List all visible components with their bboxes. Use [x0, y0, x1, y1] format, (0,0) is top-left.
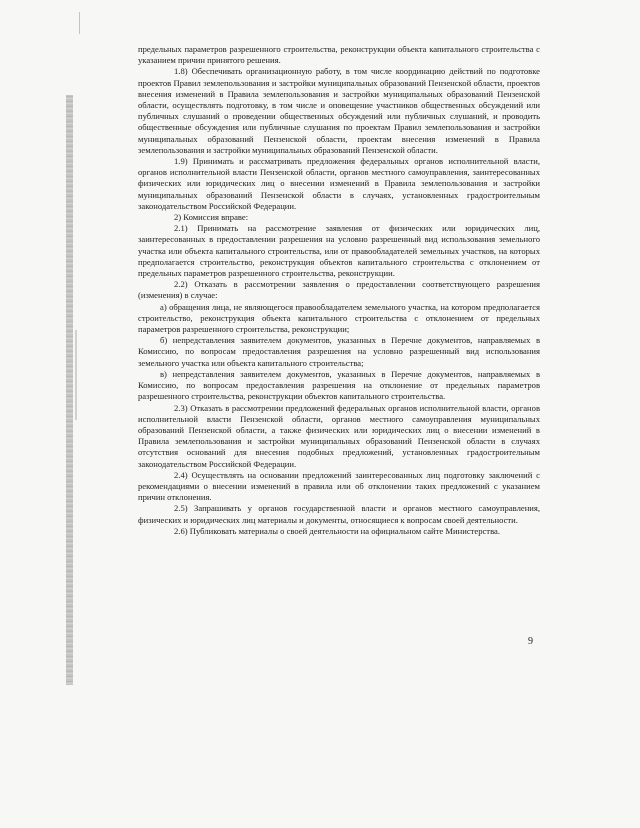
paragraph-2-5: 2.5) Запрашивать у органов государственной власти и органов местного самоуправления, физических и юридических лиц материалы и документы, относящиеся к вопросам своей деятельности.: [138, 503, 540, 525]
scan-binding-edge: [66, 95, 73, 685]
document-body: [138, 44, 540, 537]
paragraph-2-heading: 2) Комиссия вправе:: [174, 212, 249, 223]
scan-artifact: [79, 12, 80, 34]
paragraph-2-3: 2.3) Отказать в рассмотрении предложений федеральных органов исполнительной власти, органов исполнительной власти Пензенской области, органов местного самоуправления муниципальных образований Пензенской области, а также физических или юридических лиц о внесении изменений в Правила землепользования и застройки муниципальных образований Пензенской области в случаях отсутствия оснований для внесения подобных предложений, установленных градостроительным законодательством Российской Федерации.: [138, 402, 540, 469]
paragraph-2-2: 2.2) Отказать в рассмотрении заявления о предоставлении соответствующего разрешения (изменения) в случае:: [138, 279, 540, 301]
paragraph-2-6: 2.6) Публиковать материалы о своей деятельности на официальном сайте Министерства.: [174, 525, 500, 536]
paragraph-2-2-v: в) непредставления заявителем документов, указанных в Перечне документов, направляемых в Комиссию, по вопросам предоставления разрешения на отклонение от предельных параметров разрешенного строительства, реконструкции объектов капитального строительства.: [138, 368, 540, 402]
paragraph-2-4: 2.4) Осуществлять на основании предложений заинтересованных лиц подготовку заключений с рекомендациями о внесении изменений в правила или об отклонении таких предложений с указанием причин отклонения.: [138, 469, 540, 503]
paragraph-continuation: предельных параметров разрешенного строительства, реконструкции объекта капитального строительства с указанием причин принятого решения.: [138, 44, 540, 66]
page-number: 9: [528, 636, 533, 647]
paragraph-2-2-b: б) непредставления заявителем документов, указанных в Перечне документов, направляемых в Комиссию, по вопросам предоставления разрешения на условно разрешенный вид использования земельного участка или объекта капитального строительства;: [138, 335, 540, 368]
paragraph-1-8: 1.8) Обеспечивать организационную работу, в том числе координацию действий по подготовке проектов Правил землепользования и застройки муниципальных образований Пензенской области, проектов внесения изменений в Правила землепользования и застройки муниципальных образований Пензенской области, осуществлять подготовку, в том числе и оповещение участников общественных обсуждений или публичных слушаний о проведении общественных обсуждений или публичных слушаний, и проводить общественные обсуждения или публичные слушания по проектам Правил землепользования и застройки муниципальных образований Пензенской области, проектам внесения изменений в Правила землепользования и застройки муниципальных образований Пензенской области.: [138, 66, 540, 155]
paragraph-2-1: 2.1) Принимать на рассмотрение заявления от физических или юридических лиц, заинтересованных в предоставлении разрешения на условно разрешенный вид использования земельного участка или объекта капитального строительства, или от правообладателей земельных участков, на которых предполагается строительство, реконструкция объектов капитального строительства с отклонением от предельных параметров разрешенного строительства, реконструкции.: [138, 223, 540, 279]
scan-binding-edge-secondary: [75, 330, 77, 420]
paragraph-2-2-a: а) обращения лица, не являющегося правообладателем земельного участка, на котором предполагается строительство, реконструкция объекта капитального строительства с отклонением от предельных параметров разрешенного строительства, реконструкции;: [138, 301, 540, 335]
paragraph-1-9: 1.9) Принимать и рассматривать предложения федеральных органов исполнительной власти, органов исполнительной власти Пензенской области, органов местного самоуправления, заинтересованных физических или юридических лиц о внесении изменений в Правила землепользования и застройки муниципальных образований Пензенской области в случаях, установленных градостроительным законодательством Российской Федерации.: [138, 156, 540, 211]
